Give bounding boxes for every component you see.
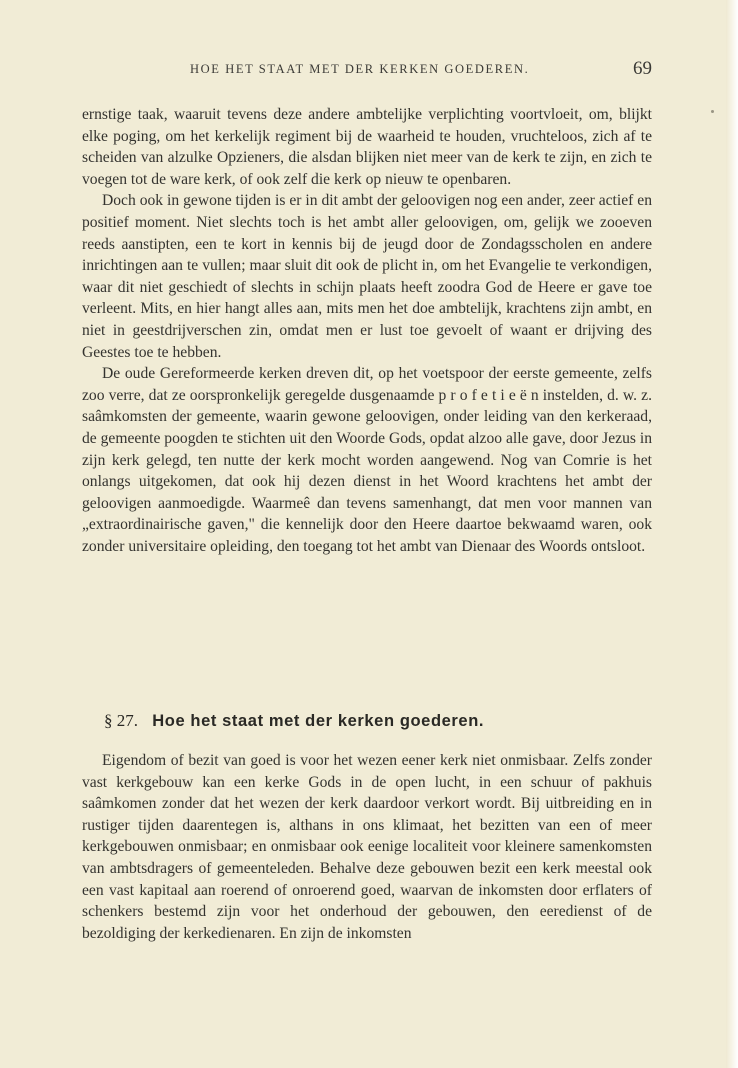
section-heading [104, 711, 484, 731]
body-text [82, 104, 652, 557]
margin-mark [711, 110, 714, 113]
paragraph: ernstige taak, waaruit tevens deze andere ambtelijke verplichting voortvloeit, om, blijkt elke poging, om het kerkelijk regiment bij de waarheid te houden, vruchteloos, zich af te scheiden van alzulke Opzieners, die alsdan blijken niet meer van de kerk te zijn, en zich te voegen tot de ware kerk, of ook zelf die kerk op nieuw te openbaren. [82, 106, 652, 188]
page-edge [726, 0, 738, 1068]
paragraph: Doch ook in gewone tijden is er in dit ambt der geloovigen nog een ander, zeer actief en positief moment. Niet slechts toch is het ambt aller geloovigen, om, gelijk we zooeven reeds aanstipten, een te kort in kennis bij de jeugd door de Zondagsscholen en andere inrichtingen aan te vullen; maar sluit dit ook de plicht in, om het Evangelie te verkondigen, waar dit niet geschiedt of slechts in schijn plaats heeft zoodra God de Heere er gave toe verleent. Mits, en hier hangt alles aan, mits men het doe ambtelijk, krachtens zijn ambt, en niet in geestdrijverschen zin, omdat men er lust toe gevoelt of waant er drijving des Geestes toe te hebben. [82, 192, 652, 361]
paragraph: Eigendom of bezit van goed is voor het wezen eener kerk niet onmisbaar. Zelfs zonder vast kerkgebouw kan een kerke Gods in de open lucht, in een schuur of pakhuis saâmkomen zonder dat het wezen der kerk daardoor verkort wordt. Bij uitbreiding en in rustiger tijden daarentegen is, althans in ons klimaat, het bezitten van een of meer kerkgebouwen onmisbaar; en onmisbaar ook eenige localiteit voor kleinere samenkomsten van ambtsdragers of gemeenteleden. Behalve deze gebouwen bezit een kerk meestal ook een vast kapitaal aan roerend of onroerend goed, waarvan de inkomsten door erflaters of schenkers bestemd zijn voor het onderhoud der gebouwen, den eeredienst of de bezoldiging der kerkedienaren. En zijn de inkomsten [82, 752, 652, 942]
paragraph: De oude Gereformeerde kerken dreven dit, op het voetspoor der eerste gemeente, zelfs zoo verre, dat ze oorspronkelijk geregelde dusgenaamde p r o f e t i e ë n instelden, d. w. z. saâmkomsten der gemeente, waarin gewone geloovigen, onder leiding van den kerkeraad, de gemeente poogden te stichten uit den Woorde Gods, opdat alzoo alle gave, door Jezus in zijn kerk gelegd, ten nutte der kerk mocht worden aangewend. Nog van Comrie is het onlangs uitgekomen, dat ook hij dezen dienst in het Woord krachtens het ambt der geloovigen aanmoedigde. Waarmeê dan tevens samenhangt, dat men voor mannen van „extraordinairische gaven," die kennelijk door den Heere daartoe bekwaamd waren, ook zonder universitaire opleiding, den toegang tot het ambt van Dienaar des Woords ontsloot. [82, 365, 652, 555]
section-number: § 27. [104, 711, 138, 730]
section-body [82, 750, 652, 944]
page-number: 69 [633, 58, 652, 79]
running-title: HOE HET STAAT MET DER KERKEN GOEDEREN. [190, 62, 530, 76]
running-head [82, 58, 660, 82]
section-title: Hoe het staat met der kerken goederen. [152, 712, 485, 730]
